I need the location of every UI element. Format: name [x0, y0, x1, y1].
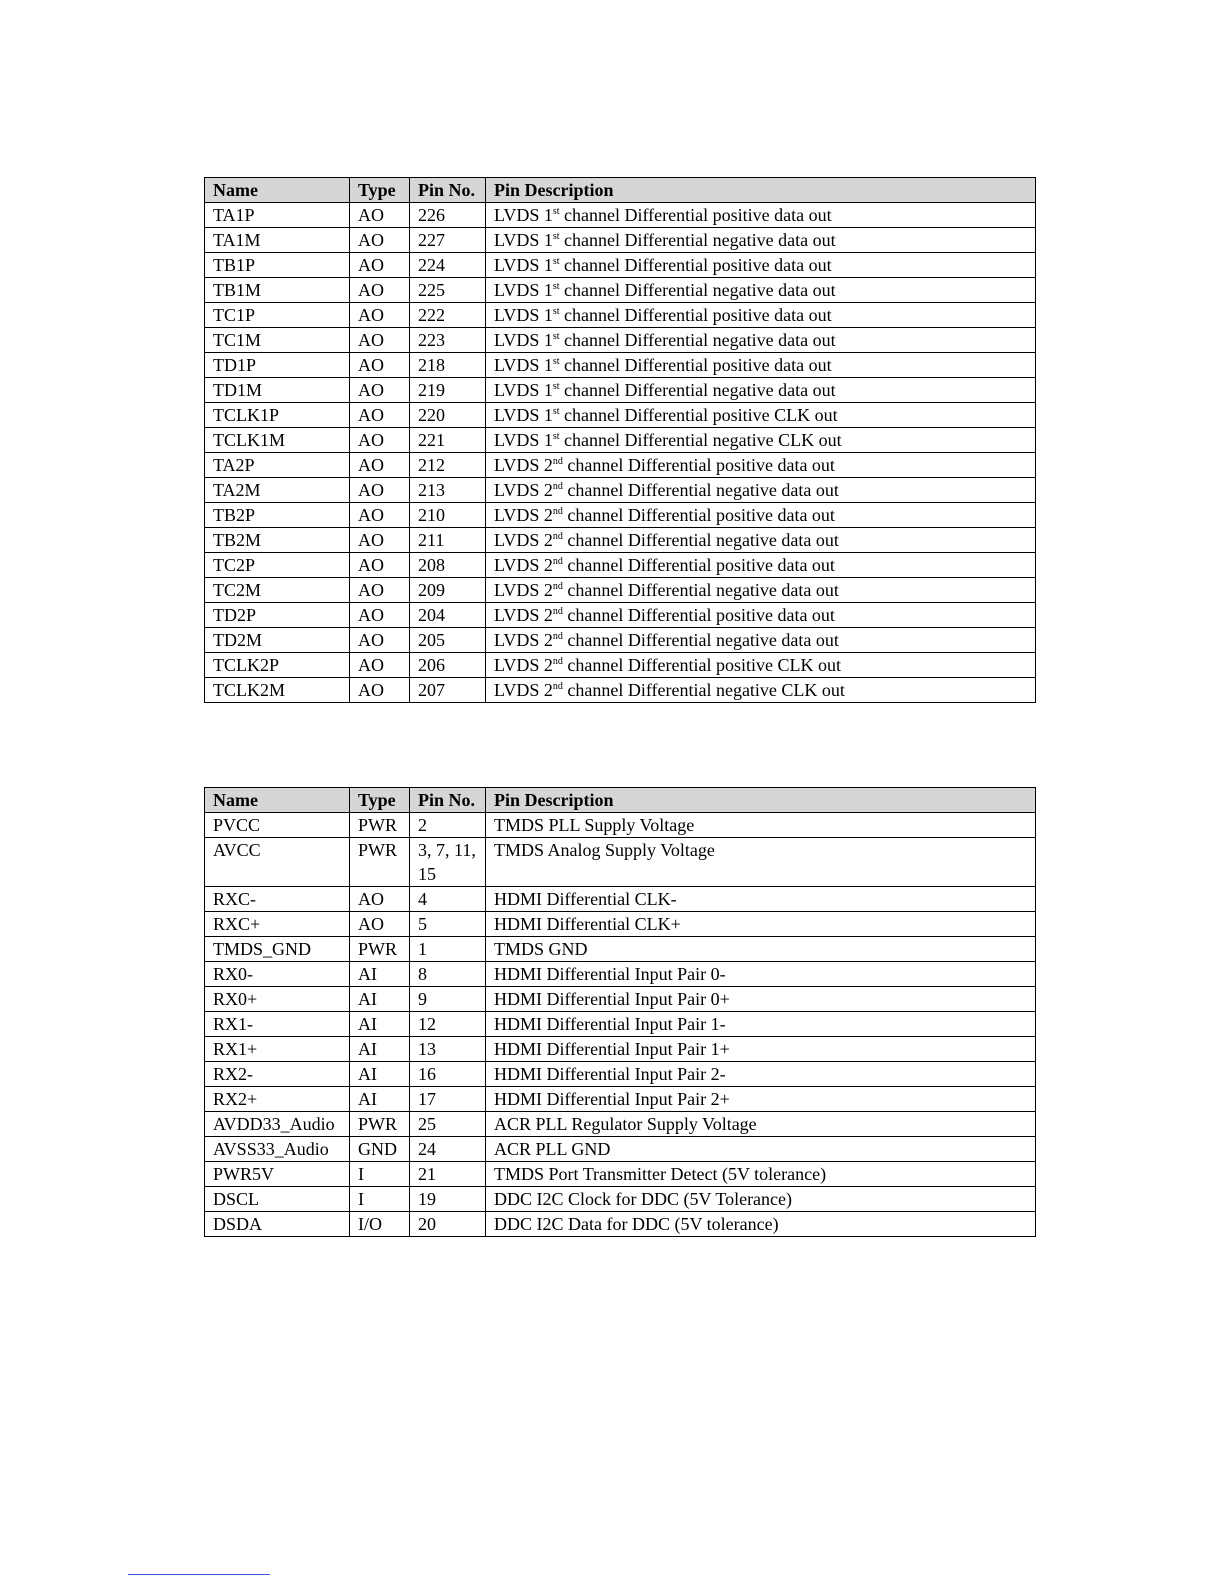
header-name: Name	[205, 178, 350, 203]
cell-type: AO	[350, 653, 410, 678]
cell-name: TMDS_GND	[205, 937, 350, 962]
desc-suffix: channel Differential negative CLK out	[559, 430, 842, 450]
desc-prefix: LVDS 2	[494, 480, 553, 500]
cell-name: TC1P	[205, 303, 350, 328]
cell-pin-description	[486, 478, 1036, 503]
cell-type: AO	[350, 328, 410, 353]
cell-name: TA1M	[205, 228, 350, 253]
desc-prefix: LVDS 1	[494, 280, 553, 300]
desc-ordinal: nd	[552, 506, 563, 517]
cell-pin-description	[486, 378, 1036, 403]
cell-pin-description	[486, 303, 1036, 328]
cell-type: AI	[350, 1037, 410, 1062]
desc-ordinal: nd	[552, 531, 563, 542]
table-header-row	[205, 788, 1036, 813]
desc-prefix: LVDS 2	[494, 505, 553, 525]
table-row	[205, 838, 1036, 887]
desc-ordinal: st	[552, 231, 560, 242]
cell-pin-no: 3, 7, 11, 15	[410, 838, 486, 887]
table-row	[205, 453, 1036, 478]
desc-ordinal: st	[552, 431, 560, 442]
table-row	[205, 253, 1036, 278]
cell-pin-description: ACR PLL Regulator Supply Voltage	[486, 1112, 1036, 1137]
cell-pin-no: 12	[410, 1012, 486, 1037]
cell-pin-no: 220	[410, 403, 486, 428]
desc-ordinal: st	[552, 406, 560, 417]
desc-suffix: channel Differential positive data out	[559, 205, 832, 225]
desc-suffix: channel Differential positive data out	[562, 555, 835, 575]
cell-pin-no: 13	[410, 1037, 486, 1062]
cell-name: AVSS33_Audio	[205, 1137, 350, 1162]
desc-suffix: channel Differential positive data out	[562, 505, 835, 525]
cell-pin-description	[486, 453, 1036, 478]
cell-name: TB1P	[205, 253, 350, 278]
cell-pin-no: 2	[410, 813, 486, 838]
cell-pin-no: 206	[410, 653, 486, 678]
header-type: Type	[350, 788, 410, 813]
header-name: Name	[205, 788, 350, 813]
table-row	[205, 987, 1036, 1012]
cell-name: PWR5V	[205, 1162, 350, 1187]
cell-pin-no: 209	[410, 578, 486, 603]
cell-type: AO	[350, 228, 410, 253]
table-row	[205, 937, 1036, 962]
table-row	[205, 278, 1036, 303]
cell-pin-description: DDC I2C Clock for DDC (5V Tolerance)	[486, 1187, 1036, 1212]
cell-pin-description: HDMI Differential Input Pair 0+	[486, 987, 1036, 1012]
table-row	[205, 912, 1036, 937]
table-row	[205, 628, 1036, 653]
cell-pin-no: 223	[410, 328, 486, 353]
cell-pin-no: 204	[410, 603, 486, 628]
cell-pin-description	[486, 528, 1036, 553]
cell-pin-no: 211	[410, 528, 486, 553]
table-row	[205, 1112, 1036, 1137]
cell-name: TA2M	[205, 478, 350, 503]
desc-suffix: channel Differential positive data out	[562, 455, 835, 475]
cell-pin-no: 5	[410, 912, 486, 937]
cell-pin-no: 213	[410, 478, 486, 503]
cell-pin-no: 20	[410, 1212, 486, 1237]
cell-pin-description: HDMI Differential CLK-	[486, 887, 1036, 912]
desc-suffix: channel Differential negative data out	[562, 630, 839, 650]
cell-pin-description	[486, 278, 1036, 303]
desc-suffix: channel Differential negative data out	[559, 230, 836, 250]
cell-type: PWR	[350, 937, 410, 962]
cell-type: PWR	[350, 838, 410, 887]
cell-name: TCLK1P	[205, 403, 350, 428]
cell-pin-description: HDMI Differential Input Pair 0-	[486, 962, 1036, 987]
desc-ordinal: st	[552, 206, 560, 217]
desc-suffix: channel Differential positive CLK out	[562, 655, 841, 675]
cell-type: AO	[350, 203, 410, 228]
cell-pin-no: 25	[410, 1112, 486, 1137]
cell-pin-no: 8	[410, 962, 486, 987]
cell-type: AO	[350, 912, 410, 937]
desc-prefix: LVDS 2	[494, 680, 553, 700]
cell-type: AI	[350, 962, 410, 987]
desc-suffix: channel Differential positive CLK out	[559, 405, 838, 425]
cell-type: PWR	[350, 1112, 410, 1137]
cell-name: RX0-	[205, 962, 350, 987]
cell-type: AO	[350, 403, 410, 428]
cell-name: TCLK2M	[205, 678, 350, 703]
desc-suffix: channel Differential positive data out	[562, 605, 835, 625]
cell-pin-description	[486, 353, 1036, 378]
cell-name: TB1M	[205, 278, 350, 303]
cell-type: I/O	[350, 1212, 410, 1237]
desc-ordinal: nd	[552, 606, 563, 617]
cell-pin-description	[486, 203, 1036, 228]
cell-name: AVCC	[205, 838, 350, 887]
cell-pin-no: 210	[410, 503, 486, 528]
cell-type: AI	[350, 1012, 410, 1037]
cell-pin-no: 24	[410, 1137, 486, 1162]
cell-name: TC2M	[205, 578, 350, 603]
table-row	[205, 428, 1036, 453]
desc-prefix: LVDS 1	[494, 255, 553, 275]
cell-pin-no: 21	[410, 1162, 486, 1187]
table-row	[205, 813, 1036, 838]
cell-pin-no: 218	[410, 353, 486, 378]
cell-pin-description	[486, 653, 1036, 678]
table-row	[205, 528, 1036, 553]
cell-pin-description: HDMI Differential CLK+	[486, 912, 1036, 937]
table-row	[205, 328, 1036, 353]
table-row	[205, 503, 1036, 528]
cell-name: TA2P	[205, 453, 350, 478]
cell-pin-no: 207	[410, 678, 486, 703]
desc-prefix: LVDS 1	[494, 355, 553, 375]
desc-prefix: LVDS 1	[494, 405, 553, 425]
table-row	[205, 203, 1036, 228]
table-row	[205, 378, 1036, 403]
table-row	[205, 1037, 1036, 1062]
table-row	[205, 578, 1036, 603]
lvds-pin-table	[204, 177, 1036, 703]
cell-name: RX1+	[205, 1037, 350, 1062]
cell-type: PWR	[350, 813, 410, 838]
table-row	[205, 962, 1036, 987]
desc-prefix: LVDS 2	[494, 605, 553, 625]
cell-pin-no: 9	[410, 987, 486, 1012]
table-row	[205, 353, 1036, 378]
header-pin-no: Pin No.	[410, 178, 486, 203]
desc-ordinal: st	[552, 331, 560, 342]
cell-type: AO	[350, 428, 410, 453]
hdmi-pin-table	[204, 787, 1036, 1237]
table-row	[205, 1012, 1036, 1037]
footnote-rule	[128, 1574, 270, 1575]
table-row	[205, 653, 1036, 678]
cell-name: TC2P	[205, 553, 350, 578]
cell-name: RXC-	[205, 887, 350, 912]
desc-suffix: channel Differential positive data out	[559, 305, 832, 325]
cell-name: TD2M	[205, 628, 350, 653]
cell-pin-no: 17	[410, 1087, 486, 1112]
cell-pin-description	[486, 603, 1036, 628]
desc-suffix: channel Differential negative data out	[562, 480, 839, 500]
cell-name: TA1P	[205, 203, 350, 228]
header-pin-description: Pin Description	[486, 178, 1036, 203]
desc-prefix: LVDS 2	[494, 630, 553, 650]
cell-pin-no: 4	[410, 887, 486, 912]
cell-name: RXC+	[205, 912, 350, 937]
desc-suffix: channel Differential positive data out	[559, 355, 832, 375]
desc-ordinal: st	[552, 256, 560, 267]
cell-type: AO	[350, 887, 410, 912]
cell-type: AO	[350, 378, 410, 403]
desc-suffix: channel Differential negative data out	[562, 580, 839, 600]
cell-pin-no: 208	[410, 553, 486, 578]
desc-suffix: channel Differential negative data out	[559, 280, 836, 300]
table-row	[205, 1212, 1036, 1237]
desc-ordinal: nd	[552, 581, 563, 592]
cell-name: RX0+	[205, 987, 350, 1012]
cell-pin-description: TMDS GND	[486, 937, 1036, 962]
cell-name: TD1P	[205, 353, 350, 378]
cell-pin-no: 1	[410, 937, 486, 962]
desc-ordinal: st	[552, 381, 560, 392]
cell-name: TB2M	[205, 528, 350, 553]
cell-type: AO	[350, 353, 410, 378]
desc-prefix: LVDS 1	[494, 205, 553, 225]
table-row	[205, 1162, 1036, 1187]
table-row	[205, 678, 1036, 703]
table-row	[205, 478, 1036, 503]
desc-ordinal: nd	[552, 481, 563, 492]
cell-pin-description	[486, 553, 1036, 578]
table-row	[205, 1137, 1036, 1162]
desc-prefix: LVDS 2	[494, 655, 553, 675]
cell-type: AI	[350, 1087, 410, 1112]
cell-type: AO	[350, 578, 410, 603]
cell-pin-description: DDC I2C Data for DDC (5V tolerance)	[486, 1212, 1036, 1237]
cell-type: AO	[350, 503, 410, 528]
cell-pin-description: ACR PLL GND	[486, 1137, 1036, 1162]
desc-ordinal: nd	[552, 456, 563, 467]
desc-suffix: channel Differential negative data out	[559, 330, 836, 350]
desc-suffix: channel Differential positive data out	[559, 255, 832, 275]
desc-ordinal: nd	[552, 681, 563, 692]
cell-pin-no: 221	[410, 428, 486, 453]
desc-prefix: LVDS 2	[494, 530, 553, 550]
cell-name: RX2+	[205, 1087, 350, 1112]
desc-ordinal: st	[552, 356, 560, 367]
cell-type: AO	[350, 478, 410, 503]
desc-prefix: LVDS 1	[494, 430, 553, 450]
desc-suffix: channel Differential negative data out	[559, 380, 836, 400]
desc-prefix: LVDS 1	[494, 230, 553, 250]
cell-pin-description	[486, 578, 1036, 603]
cell-pin-no: 227	[410, 228, 486, 253]
desc-prefix: LVDS 1	[494, 330, 553, 350]
cell-pin-description: TMDS Analog Supply Voltage	[486, 838, 1036, 887]
cell-name: DSCL	[205, 1187, 350, 1212]
table-row	[205, 1062, 1036, 1087]
cell-type: AO	[350, 678, 410, 703]
table-row	[205, 228, 1036, 253]
cell-type: AO	[350, 253, 410, 278]
cell-pin-description	[486, 403, 1036, 428]
cell-pin-description	[486, 428, 1036, 453]
cell-pin-description: HDMI Differential Input Pair 1+	[486, 1037, 1036, 1062]
cell-pin-description	[486, 678, 1036, 703]
cell-name: TCLK1M	[205, 428, 350, 453]
cell-type: AI	[350, 987, 410, 1012]
cell-name: TB2P	[205, 503, 350, 528]
table-row	[205, 1087, 1036, 1112]
cell-name: RX2-	[205, 1062, 350, 1087]
cell-type: AO	[350, 553, 410, 578]
cell-name: AVDD33_Audio	[205, 1112, 350, 1137]
desc-ordinal: st	[552, 281, 560, 292]
cell-type: I	[350, 1187, 410, 1212]
cell-type: I	[350, 1162, 410, 1187]
cell-pin-no: 205	[410, 628, 486, 653]
cell-type: AO	[350, 453, 410, 478]
cell-pin-description: TMDS Port Transmitter Detect (5V tolerance)	[486, 1162, 1036, 1187]
table-row	[205, 403, 1036, 428]
cell-type: AO	[350, 528, 410, 553]
table-row	[205, 603, 1036, 628]
header-pin-description: Pin Description	[486, 788, 1036, 813]
table-row	[205, 887, 1036, 912]
cell-name: TD1M	[205, 378, 350, 403]
cell-pin-description: HDMI Differential Input Pair 1-	[486, 1012, 1036, 1037]
table-row	[205, 1187, 1036, 1212]
cell-pin-no: 212	[410, 453, 486, 478]
table-row	[205, 553, 1036, 578]
cell-pin-description	[486, 228, 1036, 253]
table-header-row	[205, 178, 1036, 203]
cell-pin-description	[486, 253, 1036, 278]
header-type: Type	[350, 178, 410, 203]
cell-pin-no: 226	[410, 203, 486, 228]
desc-prefix: LVDS 2	[494, 580, 553, 600]
desc-suffix: channel Differential negative CLK out	[562, 680, 845, 700]
desc-prefix: LVDS 1	[494, 380, 553, 400]
cell-pin-description	[486, 328, 1036, 353]
cell-pin-description	[486, 503, 1036, 528]
cell-type: AO	[350, 278, 410, 303]
cell-pin-no: 219	[410, 378, 486, 403]
cell-pin-no: 19	[410, 1187, 486, 1212]
desc-prefix: LVDS 2	[494, 555, 553, 575]
cell-pin-description: HDMI Differential Input Pair 2-	[486, 1062, 1036, 1087]
cell-type: AO	[350, 303, 410, 328]
cell-pin-no: 16	[410, 1062, 486, 1087]
cell-name: RX1-	[205, 1012, 350, 1037]
cell-pin-description: HDMI Differential Input Pair 2+	[486, 1087, 1036, 1112]
cell-type: AO	[350, 628, 410, 653]
cell-name: TC1M	[205, 328, 350, 353]
desc-ordinal: nd	[552, 631, 563, 642]
header-pin-no: Pin No.	[410, 788, 486, 813]
table-row	[205, 303, 1036, 328]
desc-prefix: LVDS 2	[494, 455, 553, 475]
desc-prefix: LVDS 1	[494, 305, 553, 325]
cell-pin-no: 222	[410, 303, 486, 328]
cell-name: PVCC	[205, 813, 350, 838]
cell-type: GND	[350, 1137, 410, 1162]
cell-type: AI	[350, 1062, 410, 1087]
desc-suffix: channel Differential negative data out	[562, 530, 839, 550]
cell-pin-description: TMDS PLL Supply Voltage	[486, 813, 1036, 838]
cell-type: AO	[350, 603, 410, 628]
cell-name: TD2P	[205, 603, 350, 628]
desc-ordinal: st	[552, 306, 560, 317]
cell-name: DSDA	[205, 1212, 350, 1237]
cell-pin-no: 225	[410, 278, 486, 303]
desc-ordinal: nd	[552, 556, 563, 567]
desc-ordinal: nd	[552, 656, 563, 667]
cell-pin-description	[486, 628, 1036, 653]
cell-pin-no: 224	[410, 253, 486, 278]
cell-name: TCLK2P	[205, 653, 350, 678]
